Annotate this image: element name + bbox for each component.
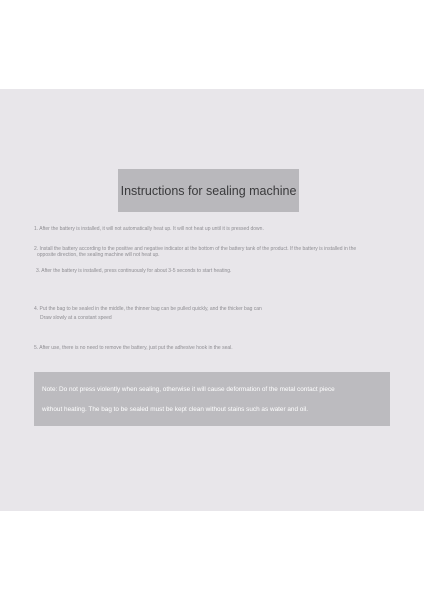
- note-line-1: Note: Do not press violently when sealing, otherwise it will cause deformation of the metal contact piece: [42, 386, 335, 393]
- step-2: 2. Install the battery according to the positive and negative indicator at the bottom of the battery tank of the product. If the battery is installed in the: [34, 246, 357, 252]
- step-1: 1. After the battery is installed, it will not automatically heat up. It will not heat up until it is pressed down.: [34, 226, 264, 232]
- note-box: [34, 372, 390, 426]
- note-line-2: without heating. The bag to be sealed must be kept clean without stains such as water and oil.: [42, 406, 308, 413]
- step-4: 4. Put the bag to be sealed in the middle, the thinner bag can be pulled quickly, and the thicker bag can: [34, 306, 262, 312]
- step-4-continued: Draw slowly at a constant speed: [40, 315, 112, 321]
- step-3: 3. After the battery is installed, press continuously for about 3-5 seconds to start heating.: [36, 268, 232, 274]
- step-2-continued: opposite direction, the sealing machine will not heat up.: [37, 252, 160, 258]
- instruction-panel: [0, 89, 424, 511]
- title-box: [118, 169, 299, 212]
- step-5: 5. After use, there is no need to remove the battery, just put the adhesive hook in the seal.: [34, 345, 233, 351]
- page-title: Instructions for sealing machine: [120, 183, 297, 198]
